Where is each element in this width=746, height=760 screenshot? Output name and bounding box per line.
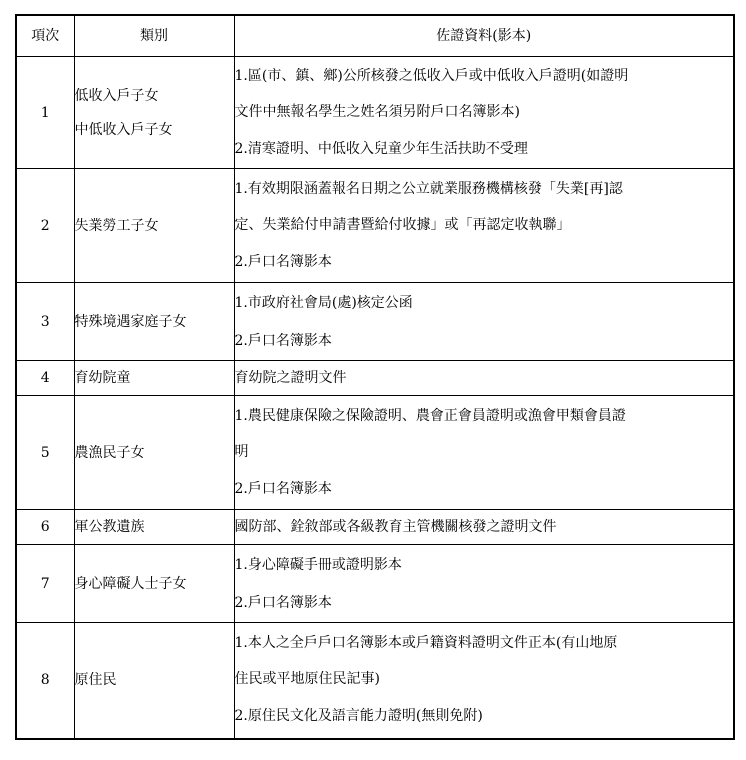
header-item-number: 項次 (16, 15, 74, 57)
category-cell (74, 396, 234, 510)
supporting-documents-cell (234, 396, 734, 510)
category-label: 失業勞工子女 (74, 217, 159, 234)
category-cell (74, 510, 234, 545)
document-text-line: 2.戶口名簿影本 (234, 594, 332, 611)
category-label: 中低收入戶子女 (74, 121, 173, 138)
document-item (235, 511, 734, 543)
supporting-documents-cell (234, 283, 734, 361)
header-supporting-documents: 佐證資料(影本) (234, 15, 734, 57)
document-item (235, 284, 734, 322)
item-number-cell: 1 (16, 57, 74, 169)
category-cell (74, 623, 234, 739)
document-item (235, 546, 734, 584)
category-label: 農漁民子女 (74, 444, 145, 461)
category-cell (74, 169, 234, 283)
category-label: 身心障礙人士子女 (74, 575, 187, 592)
table-row (16, 510, 734, 545)
document-text-line: 2.戶口名簿影本 (234, 332, 332, 349)
document-text-line: 1.區(市、鎮、鄉)公所核發之低收入戶或中低收入戶證明(如證明 (234, 67, 629, 84)
document-text-line: 定、失業給付申請書暨給付收據」或「再認定收執聯」 (234, 216, 571, 233)
table-body (16, 57, 734, 739)
document-text-line: 1.身心障礙手冊或證明影本 (234, 556, 402, 573)
document-text-line: 1.本人之全戶戶口名簿影本或戶籍資料證明文件正本(有山地原 (234, 635, 618, 652)
item-number-cell: 8 (16, 623, 74, 739)
supporting-documents-cell (234, 57, 734, 169)
table-row (16, 396, 734, 510)
document-text-line: 住民或平地原住民記事) (234, 671, 380, 688)
document-item (235, 322, 734, 360)
category-cell (74, 545, 234, 623)
item-number-cell: 3 (16, 283, 74, 361)
document-item (235, 362, 734, 394)
document-text-line: 文件中無報名學生之姓名須另附戶口名簿影本) (234, 103, 520, 120)
item-number-cell: 2 (16, 169, 74, 283)
header-category: 類別 (74, 15, 234, 57)
document-item (235, 584, 734, 622)
category-cell (74, 57, 234, 169)
supporting-documents-cell (234, 545, 734, 623)
table-row (16, 57, 734, 169)
category-label: 育幼院童 (74, 370, 131, 386)
table-row (16, 623, 734, 739)
document-item (235, 171, 734, 243)
category-label: 低收入戶子女 (74, 87, 159, 104)
category-cell (74, 283, 234, 361)
category-label: 軍公教遺族 (74, 519, 145, 535)
table-row (16, 545, 734, 623)
document-item (235, 697, 734, 735)
document-item (235, 470, 734, 508)
document-text-line: 1.市政府社會局(處)核定公函 (234, 294, 413, 311)
document-text-line: 1.農民健康保險之保險證明、農會正會員證明或漁會甲類會員證 (234, 407, 626, 424)
item-number-cell: 6 (16, 510, 74, 545)
document-item (235, 58, 734, 130)
item-number-cell: 5 (16, 396, 74, 510)
document-item (235, 243, 734, 281)
category-label: 原住民 (74, 672, 117, 689)
document-text-line: 育幼院之證明文件 (234, 370, 347, 386)
document-text-line: 國防部、銓敘部或各級教育主管機關核發之證明文件 (234, 519, 557, 535)
table-row (16, 283, 734, 361)
document-text-line: 2.戶口名簿影本 (234, 480, 332, 497)
item-number-cell: 7 (16, 545, 74, 623)
table-row (16, 169, 734, 283)
category-label: 特殊境遇家庭子女 (74, 313, 187, 330)
document-text-line: 2.戶口名簿影本 (234, 253, 332, 270)
document-text-line: 明 (234, 443, 249, 460)
supporting-documents-cell (234, 169, 734, 283)
supporting-documents-cell (234, 510, 734, 545)
document-item (235, 130, 734, 168)
document-text-line: 1.有效期限涵蓋報名日期之公立就業服務機構核發「失業[再]認 (234, 180, 623, 197)
header-row (16, 15, 734, 57)
item-number-cell: 4 (16, 361, 74, 396)
document-item (235, 625, 734, 697)
supporting-documents-cell (234, 361, 734, 396)
eligibility-document-table (15, 14, 735, 740)
document-item (235, 398, 734, 470)
table-header (16, 15, 734, 57)
document-text-line: 2.清寒證明、中低收入兒童少年生活扶助不受理 (234, 140, 528, 157)
document-text-line: 2.原住民文化及語言能力證明(無則免附) (234, 708, 483, 725)
supporting-documents-cell (234, 623, 734, 739)
category-cell (74, 361, 234, 396)
table-row (16, 361, 734, 396)
